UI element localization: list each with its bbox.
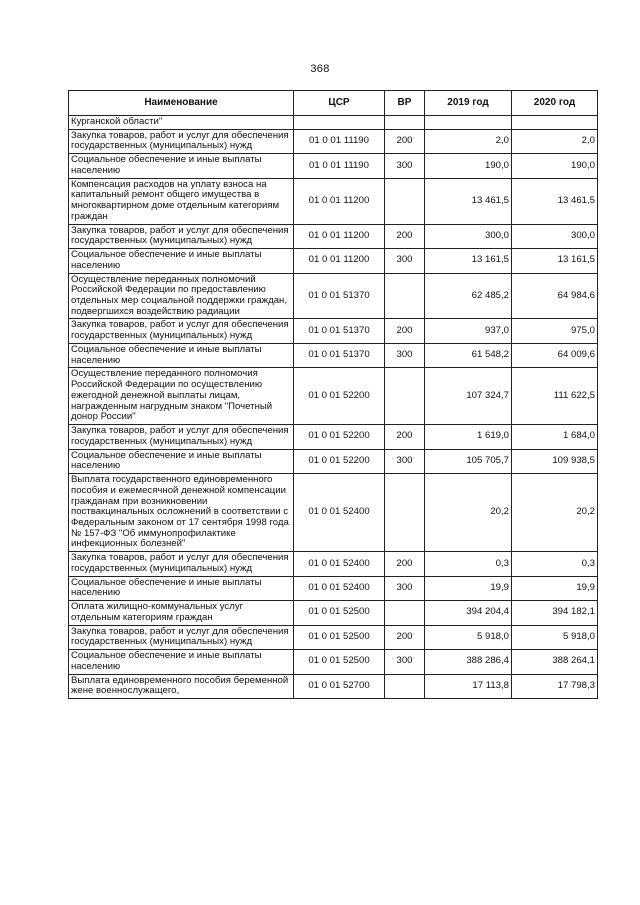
- cell-name: Закупка товаров, работ и услуг для обеспечения государственных (муниципальных) нужд: [69, 552, 294, 576]
- cell-2020: 111 622,5: [512, 368, 598, 425]
- cell-csr: 01 0 01 11200: [294, 249, 385, 273]
- cell-csr: [294, 116, 385, 130]
- table-row: [69, 474, 598, 552]
- header-2019: 2019 год: [425, 91, 512, 116]
- cell-2020: 20,2: [512, 474, 598, 552]
- cell-csr: 01 0 01 52200: [294, 368, 385, 425]
- cell-2019: 394 204,4: [425, 601, 512, 625]
- cell-2020: [512, 116, 598, 130]
- cell-name: Выплата единовременного пособия беременной жене военнослужащего,: [69, 674, 294, 698]
- header-csr: ЦСР: [294, 91, 385, 116]
- cell-vr: [385, 273, 425, 319]
- cell-2020: 388 264,1: [512, 650, 598, 674]
- table-row: [69, 249, 598, 273]
- table-header: [69, 91, 598, 116]
- budget-table: [68, 90, 598, 699]
- table-row: [69, 625, 598, 649]
- cell-2020: 19,9: [512, 576, 598, 600]
- cell-2019: 20,2: [425, 474, 512, 552]
- table-row: [69, 552, 598, 576]
- cell-name: Социальное обеспечение и иные выплаты населению: [69, 343, 294, 367]
- cell-vr: 300: [385, 343, 425, 367]
- table-row: [69, 449, 598, 473]
- cell-2019: 107 324,7: [425, 368, 512, 425]
- cell-vr: [385, 178, 425, 224]
- cell-csr: 01 0 01 52400: [294, 576, 385, 600]
- cell-vr: 300: [385, 249, 425, 273]
- cell-2020: 17 798,3: [512, 674, 598, 698]
- cell-vr: [385, 601, 425, 625]
- table-row: [69, 319, 598, 343]
- table-row: [69, 601, 598, 625]
- cell-vr: 300: [385, 449, 425, 473]
- header-2020: 2020 год: [512, 91, 598, 116]
- cell-vr: 200: [385, 129, 425, 153]
- cell-2020: 2,0: [512, 129, 598, 153]
- cell-vr: [385, 474, 425, 552]
- header-vr: ВР: [385, 91, 425, 116]
- table-row: [69, 154, 598, 178]
- cell-name: Закупка товаров, работ и услуг для обеспечения государственных (муниципальных) нужд: [69, 129, 294, 153]
- table-body: [69, 116, 598, 699]
- table-row: [69, 650, 598, 674]
- cell-2020: 1 684,0: [512, 425, 598, 449]
- cell-vr: 200: [385, 319, 425, 343]
- cell-name: Социальное обеспечение и иные выплаты населению: [69, 650, 294, 674]
- cell-2020: 5 918,0: [512, 625, 598, 649]
- cell-name: Курганской области": [69, 116, 294, 130]
- cell-csr: 01 0 01 11190: [294, 129, 385, 153]
- cell-name: Закупка товаров, работ и услуг для обеспечения государственных (муниципальных) нужд: [69, 625, 294, 649]
- cell-2019: 937,0: [425, 319, 512, 343]
- cell-name: Выплата государственного единовременного пособия и ежемесячной денежной компенсации гражданам при возникновении поствакцинальных осложнений в соответствии с Федеральным законом от 17 сентября 1998 года № 157-ФЗ "Об иммунопрофилактике инфекционных болезней": [69, 474, 294, 552]
- cell-name: Закупка товаров, работ и услуг для обеспечения государственных (муниципальных) нужд: [69, 425, 294, 449]
- cell-vr: [385, 116, 425, 130]
- cell-vr: [385, 674, 425, 698]
- cell-2019: 0,3: [425, 552, 512, 576]
- cell-vr: 300: [385, 154, 425, 178]
- cell-vr: 200: [385, 625, 425, 649]
- cell-csr: 01 0 01 52500: [294, 601, 385, 625]
- table-row: [69, 129, 598, 153]
- page-number: 368: [310, 63, 330, 75]
- cell-2020: 13 161,5: [512, 249, 598, 273]
- cell-2020: 300,0: [512, 224, 598, 248]
- cell-vr: 300: [385, 576, 425, 600]
- table-row: [69, 178, 598, 224]
- header-name: Наименование: [69, 91, 294, 116]
- cell-2019: 105 705,7: [425, 449, 512, 473]
- cell-csr: 01 0 01 11200: [294, 178, 385, 224]
- cell-csr: 01 0 01 52700: [294, 674, 385, 698]
- table-row: [69, 343, 598, 367]
- cell-2020: 0,3: [512, 552, 598, 576]
- cell-2019: 13 461,5: [425, 178, 512, 224]
- cell-csr: 01 0 01 52500: [294, 625, 385, 649]
- header-row: [69, 91, 598, 116]
- table-row: [69, 116, 598, 130]
- cell-vr: 200: [385, 552, 425, 576]
- cell-name: Осуществление переданного полномочия Российской Федерации по осуществлению ежегодной денежной выплаты лицам, награжденным нагрудным знаком "Почетный донор России": [69, 368, 294, 425]
- cell-csr: 01 0 01 11190: [294, 154, 385, 178]
- cell-name: Социальное обеспечение и иные выплаты населению: [69, 449, 294, 473]
- cell-name: Социальное обеспечение и иные выплаты населению: [69, 154, 294, 178]
- cell-csr: 01 0 01 52200: [294, 449, 385, 473]
- cell-2019: 2,0: [425, 129, 512, 153]
- table-row: [69, 674, 598, 698]
- cell-name: Социальное обеспечение и иные выплаты населению: [69, 249, 294, 273]
- cell-2020: 64 984,6: [512, 273, 598, 319]
- cell-2019: 388 286,4: [425, 650, 512, 674]
- cell-csr: 01 0 01 11200: [294, 224, 385, 248]
- cell-2019: 300,0: [425, 224, 512, 248]
- cell-2020: 13 461,5: [512, 178, 598, 224]
- cell-name: Оплата жилищно-коммунальных услуг отдельным категориям граждан: [69, 601, 294, 625]
- cell-name: Осуществление переданных полномочий Российской Федерации по предоставлению отдельных мер социальной поддержки граждан, подвергшихся воздействию радиации: [69, 273, 294, 319]
- cell-2019: 19,9: [425, 576, 512, 600]
- cell-csr: 01 0 01 52200: [294, 425, 385, 449]
- cell-2019: 190,0: [425, 154, 512, 178]
- cell-2020: 64 009,6: [512, 343, 598, 367]
- cell-name: Закупка товаров, работ и услуг для обеспечения государственных (муниципальных) нужд: [69, 319, 294, 343]
- cell-2020: 109 938,5: [512, 449, 598, 473]
- cell-2019: [425, 116, 512, 130]
- cell-name: Закупка товаров, работ и услуг для обеспечения государственных (муниципальных) нужд: [69, 224, 294, 248]
- cell-name: Социальное обеспечение и иные выплаты населению: [69, 576, 294, 600]
- cell-vr: 300: [385, 650, 425, 674]
- cell-2019: 62 485,2: [425, 273, 512, 319]
- cell-name: Компенсация расходов на уплату взноса на капитальный ремонт общего имущества в многоквартирном доме отдельным категориям граждан: [69, 178, 294, 224]
- table-row: [69, 224, 598, 248]
- cell-csr: 01 0 01 52400: [294, 552, 385, 576]
- cell-2019: 61 548,2: [425, 343, 512, 367]
- cell-csr: 01 0 01 51370: [294, 273, 385, 319]
- cell-2020: 190,0: [512, 154, 598, 178]
- cell-csr: 01 0 01 52400: [294, 474, 385, 552]
- cell-2019: 13 161,5: [425, 249, 512, 273]
- cell-2020: 394 182,1: [512, 601, 598, 625]
- cell-2019: 1 619,0: [425, 425, 512, 449]
- cell-2019: 17 113,8: [425, 674, 512, 698]
- table-row: [69, 576, 598, 600]
- cell-2019: 5 918,0: [425, 625, 512, 649]
- cell-vr: 200: [385, 425, 425, 449]
- table-row: [69, 368, 598, 425]
- cell-2020: 975,0: [512, 319, 598, 343]
- cell-csr: 01 0 01 51370: [294, 319, 385, 343]
- cell-vr: 200: [385, 224, 425, 248]
- cell-csr: 01 0 01 52500: [294, 650, 385, 674]
- cell-vr: [385, 368, 425, 425]
- table-row: [69, 273, 598, 319]
- cell-csr: 01 0 01 51370: [294, 343, 385, 367]
- table-row: [69, 425, 598, 449]
